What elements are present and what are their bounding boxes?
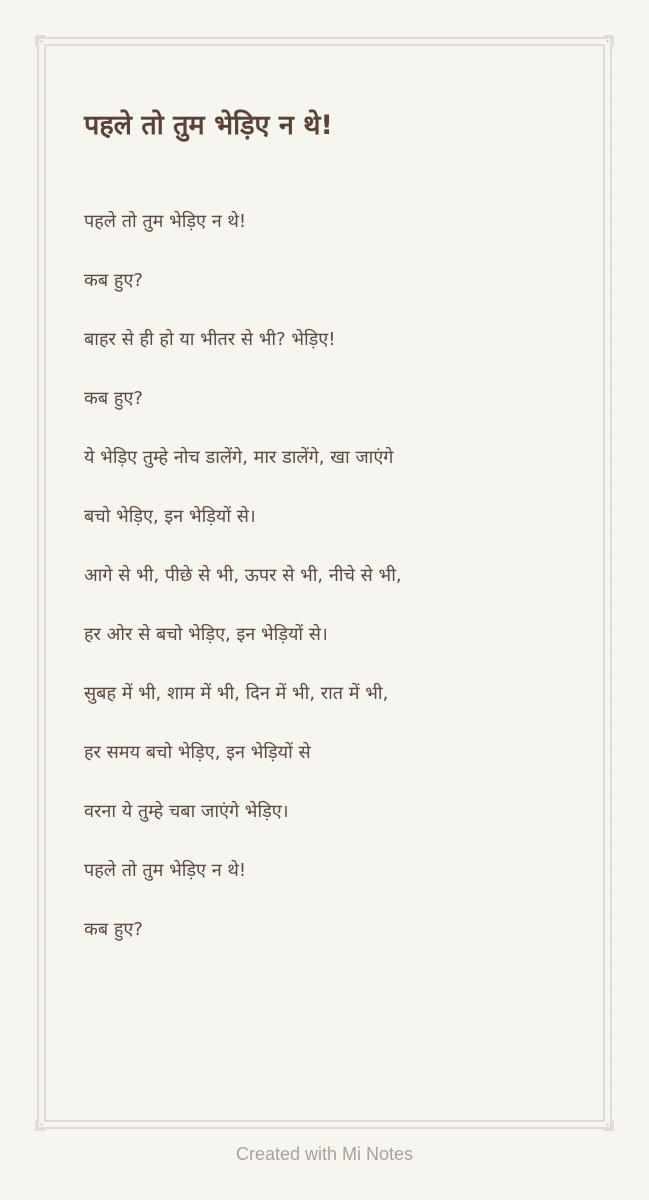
- note-line: बचो भेड़िए, इन भेड़ियों से।: [84, 506, 256, 527]
- note-body: [84, 202, 584, 969]
- note-line: हर समय बचो भेड़िए, इन भेड़ियों से: [84, 742, 311, 763]
- note-line: वरना ये तुम्हे चबा जाएंगे भेड़िए।: [84, 801, 289, 822]
- note-line: हर ओर से बचो भेड़िए, इन भेड़ियों से।: [84, 624, 328, 645]
- note-title: पहले तो तुम भेड़िए न थे!: [84, 110, 333, 141]
- note-line: ये भेड़िए तुम्हे नोच डालेंगे, मार डालेंगे, खा जाएंगे: [84, 447, 394, 468]
- note-line: पहले तो तुम भेड़िए न थे!: [84, 860, 247, 881]
- note-line: कब हुए?: [84, 919, 143, 940]
- note-line: सुबह में भी, शाम में भी, दिन में भी, रात में भी,: [84, 683, 389, 704]
- note-line: पहले तो तुम भेड़िए न थे!: [84, 211, 247, 232]
- footer-watermark: Created with Mi Notes: [235, 1144, 414, 1164]
- note-line: कब हुए?: [84, 270, 143, 291]
- note-line: बाहर से ही हो या भीतर से भी? भेड़िए!: [84, 329, 336, 350]
- note-line: कब हुए?: [84, 388, 143, 409]
- note-line: आगे से भी, पीछे से भी, ऊपर से भी, नीचे से भी,: [84, 565, 402, 586]
